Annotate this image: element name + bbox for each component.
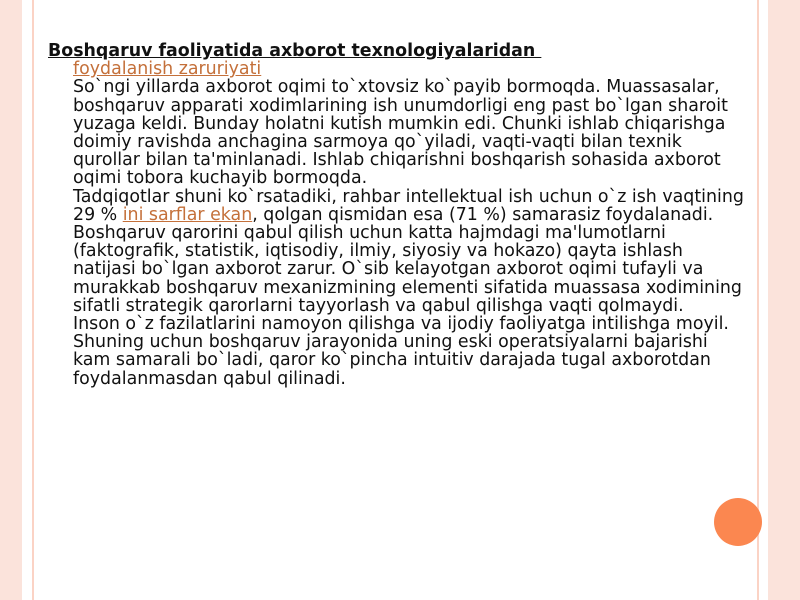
decorative-circle <box>714 498 762 546</box>
heading-link[interactable]: foydalanish zaruriyati <box>73 59 262 80</box>
paragraph-2 <box>73 188 748 315</box>
slide-heading: Boshqaruv faoliyatida axborot texnologiyalaridan <box>48 41 542 61</box>
slide-body <box>73 60 748 388</box>
left-border-line <box>32 0 34 600</box>
paragraph-2-link[interactable]: ini sarflar ekan <box>122 204 253 225</box>
paragraph-2-end: , qolgan qismidan esa (71 %) samarasiz foydalanadi. Boshqaruv qarorini qabul qilish uchun katta hajmdagi ma'lumotlarni (faktografik, statistik, iqtisodiy, ilmiy, siyosiy va hokazo) qayta ishlash natijasi bo`lgan axborot zarur. O`sib kelayotgan axborot oqimi tufayli va murakkab boshqaruv mexanizmining elementi sifatida muassasa xodimining sifatli strategik qarorlarni tayyorlash va qabul qilishga vaqti qolmaydi. <box>73 204 742 316</box>
paragraph-3: Inson o`z fazilatlarini namoyon qilishga va ijodiy faoliyatga intilishga moyil. Shuning uchun boshqaruv jarayonida uning eski operatsiyalarni bajarishi kam samarali bo`ladi, qaror ko`pincha intuitiv darajada tugal axborotdan foydalanmasdan qabul qilinadi. <box>73 314 729 389</box>
paragraph-1: So`ngi yillarda axborot oqimi to`xtovsiz ko`payib bormoqda. Muassasalar, boshqaruv apparati xodimlarining ish unumdorligi eng past bo`lgan sharoit yuzaga keldi. Bunday holatni kutish mumkin edi. Chunki ishlab chiqarishga doimiy ravishda anchagina sarmoya qo`yiladi, vaqti-vaqti bilan texnik qurollar bilan ta'minlanadi. Ishlab chiqarishni boshqarish sohasida axborot oqimi tobora kuchayib bormoqda. <box>73 77 728 189</box>
paragraph-2-start: Tadqiqotlar shuni ko`rsatadiki, rahbar intellektual ish uchun o`z ish vaqtining 29 % <box>73 186 744 225</box>
slide-content <box>48 42 748 388</box>
